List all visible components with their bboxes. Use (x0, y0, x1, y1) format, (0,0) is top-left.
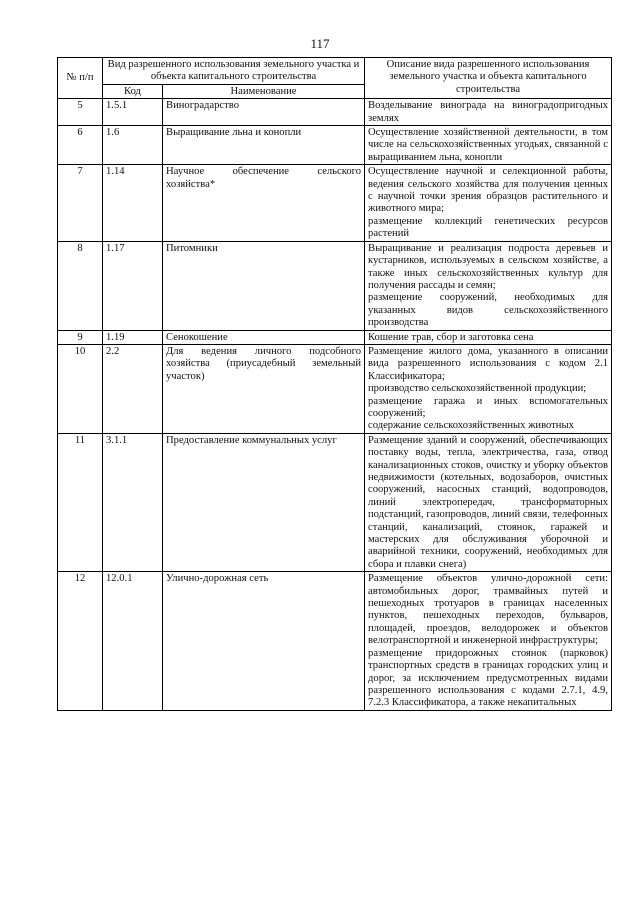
row-name: Научное обеспечение сельского хозяйства* (163, 165, 365, 241)
table-row (58, 330, 612, 344)
row-description: Размещение зданий и сооружений, обеспечивающих поставку воды, тепла, электричества, газа, отвод канализационных стоков, очистку и уборку объектов недвижимости (котельных, водозаборов, очистных сооружений, насосных станций, водопроводов, линий электропередач, трансформаторных подстанций, газопроводов, линий связи, телефонных станций, канализаций, стоянок, гаражей и мастерских для обслуживания уборочной и аварийной техники, сооружений, необходимых для сбора и плавки снега) (365, 433, 612, 571)
row-name: Питомники (163, 241, 365, 330)
header-name: Наименование (163, 84, 365, 98)
header-code: Код (103, 84, 163, 98)
row-num: 6 (58, 126, 103, 165)
row-description: Осуществление хозяйственной деятельности, в том числе на сельскохозяйственных угодьях, связанной с выращиванием льна, конопли (365, 126, 612, 165)
row-description: Кошение трав, сбор и заготовка сена (365, 330, 612, 344)
row-name: Сенокошение (163, 330, 365, 344)
row-code: 3.1.1 (103, 433, 163, 571)
table-row (58, 165, 612, 241)
header-num: № п/п (58, 58, 103, 99)
row-num: 10 (58, 344, 103, 433)
row-num: 11 (58, 433, 103, 571)
row-code: 1.19 (103, 330, 163, 344)
table-row (58, 126, 612, 165)
table-row (58, 99, 612, 126)
row-name: Выращивание льна и конопли (163, 126, 365, 165)
header-group: Вид разрешенного использования земельного участка и объекта капитального строительства (103, 58, 365, 85)
row-code: 1.17 (103, 241, 163, 330)
row-description: Осуществление научной и селекционной работы, ведения сельского хозяйства для получения ценных с научной точки зрения образцов растительного и животного мира; размещение коллекций генетических ресурсов растений (365, 165, 612, 241)
row-name: Виноградарство (163, 99, 365, 126)
row-description: Размещение объектов улично-дорожной сети: автомобильных дорог, трамвайных путей и пешеходных тротуаров в границах населенных пунктов, пешеходных переходов, бульваров, площадей, проездов, велодорожек и объектов велотранспортной и инженерной инфраструктуры; размещение придорожных стоянок (парковок) транспортных средств в границах городских улиц и дорог, за исключением предусмотренных видами разрешенного использования с кодами 2.7.1, 4.9, 7.2.3 Классификатора, а также некапитальных (365, 572, 612, 710)
land-use-table (57, 57, 612, 711)
row-num: 7 (58, 165, 103, 241)
table-row (58, 344, 612, 433)
row-description: Выращивание и реализация подроста деревьев и кустарников, используемых в сельском хозяйстве, а также иных сельскохозяйственных культур для получения рассады и семян; размещение сооружений, необходимых для указанных видов сельскохозяйственного производства (365, 241, 612, 330)
row-code: 1.5.1 (103, 99, 163, 126)
table-row (58, 241, 612, 330)
header-description: Описание вида разрешенного использования земельного участка и объекта капитального строительства (365, 58, 612, 99)
row-code: 2.2 (103, 344, 163, 433)
table-header-row (58, 58, 612, 85)
row-num: 5 (58, 99, 103, 126)
row-name: Предоставление коммунальных услуг (163, 433, 365, 571)
table-row (58, 433, 612, 571)
row-description: Возделывание винограда на виноградопригодных землях (365, 99, 612, 126)
row-code: 1.14 (103, 165, 163, 241)
table-row (58, 572, 612, 710)
table-body (58, 99, 612, 711)
page-number: 117 (310, 36, 330, 51)
row-description: Размещение жилого дома, указанного в описании вида разрешенного использования с кодом 2.1 Классификатора; производство сельскохозяйственной продукции; размещение гаража и иных вспомогательных сооружений; содержание сельскохозяйственных животных (365, 344, 612, 433)
row-name: Для ведения личного подсобного хозяйства (приусадебный земельный участок) (163, 344, 365, 433)
row-code: 1.6 (103, 126, 163, 165)
row-num: 8 (58, 241, 103, 330)
row-code: 12.0.1 (103, 572, 163, 710)
row-num: 12 (58, 572, 103, 710)
row-name: Улично-дорожная сеть (163, 572, 365, 710)
row-num: 9 (58, 330, 103, 344)
